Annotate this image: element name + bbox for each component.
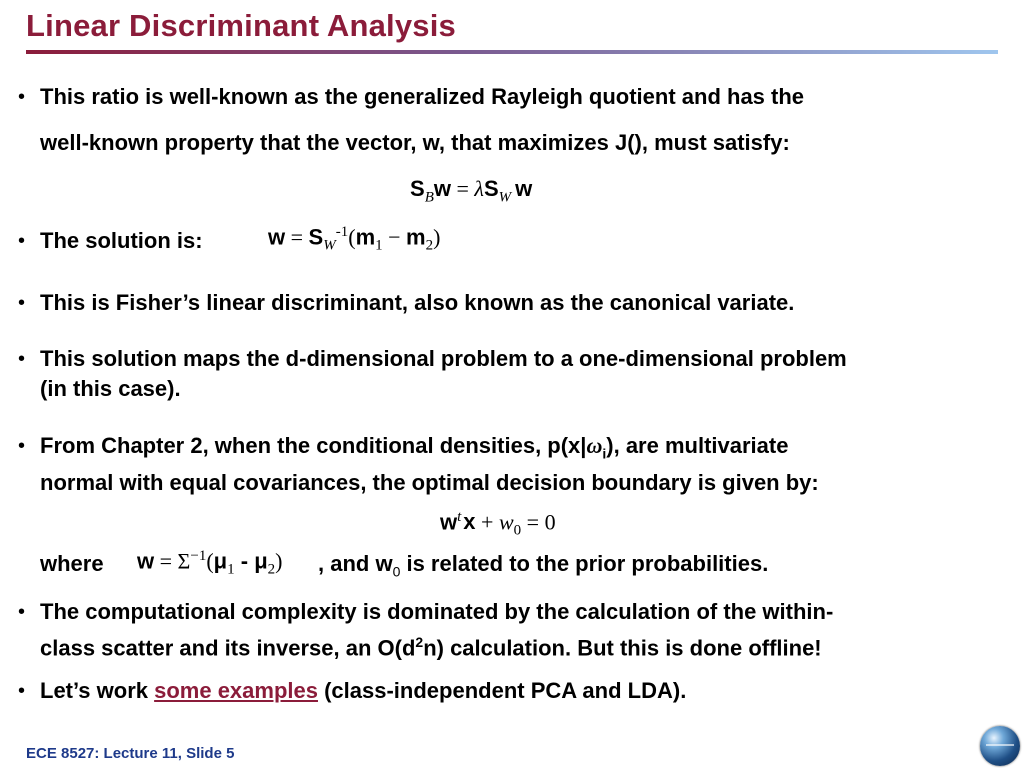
- bullet-dimension: [40, 344, 847, 404]
- bullet-chapter2-line1: • From Chapter 2, when the conditional densities, $p(x|\omega_i)$, are multivariate: [40, 433, 789, 462]
- bullet-complexity-line2: class scatter and its inverse, an $O(d^2n)$ calculation. But this is done offline!: [40, 634, 822, 661]
- bullet-chapter2: [40, 431, 819, 498]
- some-examples-link[interactable]: some examples: [154, 678, 318, 703]
- title-divider: [26, 50, 998, 54]
- bullet-rayleigh-line2: well-known property that the vector, w, that maximizes J(), must satisfy:: [40, 130, 790, 155]
- bullet-complexity: [40, 597, 833, 663]
- bullet-complexity-line1: • The computational complexity is dominated by the calculation of the within-: [40, 599, 834, 624]
- slide-footer: ECE 8527: Lecture 11, Slide 5: [26, 745, 235, 762]
- where-tail: , and $w_0$ is related to the prior probabilities.: [318, 551, 769, 580]
- slide-title: Linear Discriminant Analysis: [26, 8, 456, 43]
- bullet-dimension-line2: (in this case).: [40, 376, 181, 401]
- bullet-fisher: • This is Fisher’s linear discriminant, also known as the canonical variate.: [40, 288, 794, 318]
- equation-boundary: $w^tx + w_0 = 0$: [440, 509, 556, 539]
- equation-weight: $w = \Sigma^{-1}(\mu_1 - \mu_2)$: [137, 548, 283, 578]
- bullet-examples: • Let’s work some examples (class-independent PCA and LDA).: [40, 676, 686, 706]
- bullet-rayleigh-line1: • This ratio is well-known as the generalized Rayleigh quotient and has the: [40, 84, 805, 109]
- globe-logo-icon: [980, 726, 1020, 766]
- bullet-rayleigh: [40, 82, 804, 158]
- where-label: where: [40, 551, 104, 576]
- bullet-solution: • The solution is:: [40, 226, 203, 256]
- equation-solution: $w = S_W^{-1}(m_1 - m_2)$: [268, 224, 441, 254]
- equation-eigen: $S_Bw = \lambda S_W$ w: [410, 176, 533, 206]
- bullet-dimension-line1: • This solution maps the d-dimensional problem to a one-dimensional problem: [40, 346, 847, 371]
- bullet-chapter2-line2: normal with equal covariances, the optimal decision boundary is given by:: [40, 470, 819, 496]
